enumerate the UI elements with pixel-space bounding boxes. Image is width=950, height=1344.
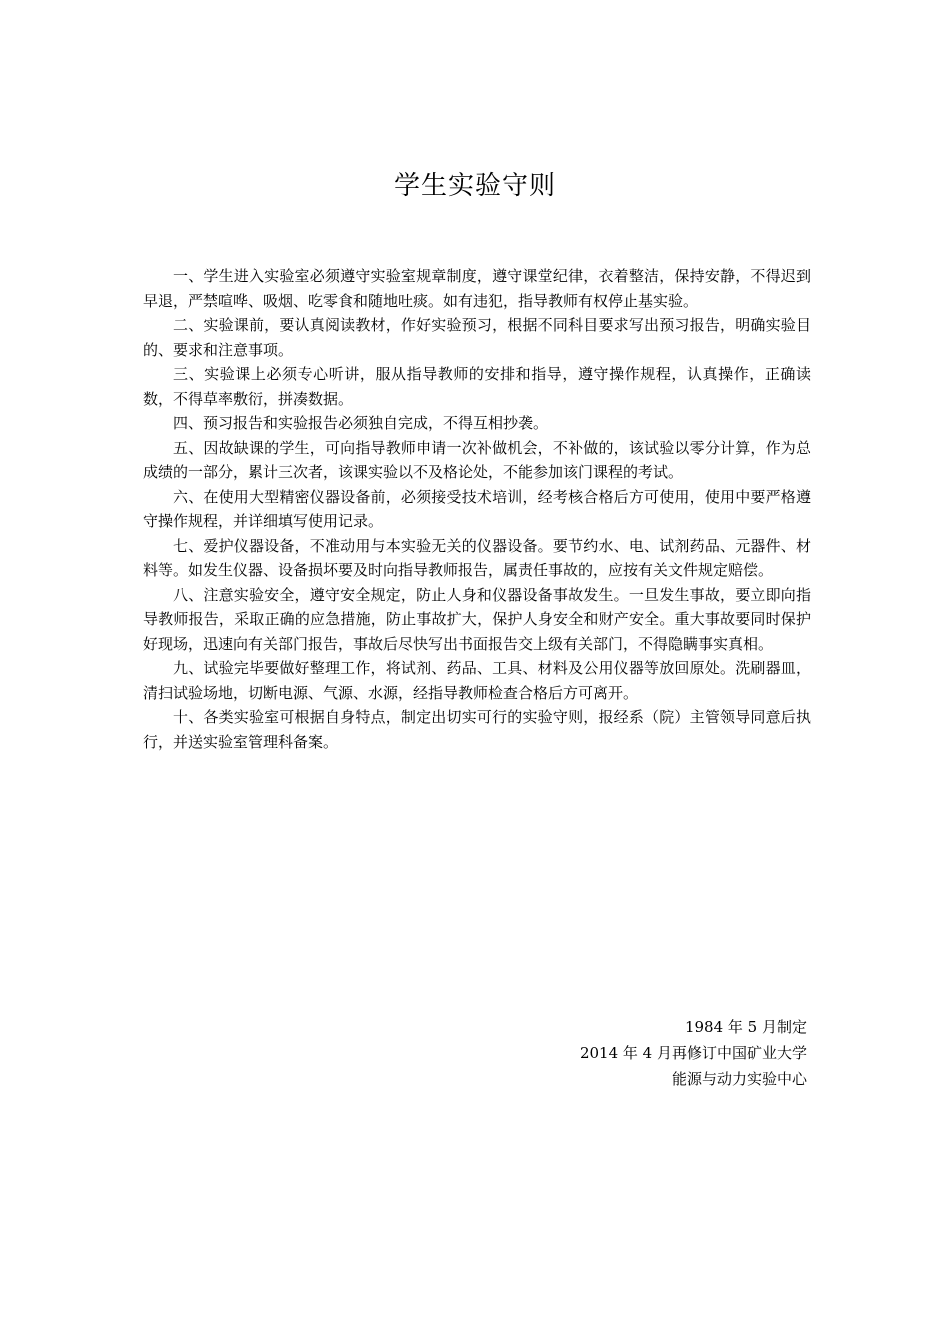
rule-10: 十、各类实验室可根据自身特点，制定出切实可行的实验守则，报经系（院）主管领导同意后执行，并送实验室管理科备案。: [143, 708, 811, 751]
signature-date-established: 1984 年 5 月制定: [684, 1018, 807, 1036]
rule-9: 九、试验完毕要做好整理工作，将试剂、药品、工具、材料及公用仪器等放回原处。洗刷器皿，清扫试验场地，切断电源、气源、水源，经指导教师检查合格后方可离开。: [143, 659, 811, 702]
page-title: 学生实验守则: [393, 171, 556, 201]
rule-5: 五、因故缺课的学生，可向指导教师申请一次补做机会，不补做的，该试验以零分计算，作为总成绩的一部分，累计三次者，该课实验以不及格论处，不能参加该门课程的考试。: [143, 438, 811, 481]
rule-6: 六、在使用大型精密仪器设备前，必须接受技术培训，经考核合格后方可使用，使用中要严格遵守操作规程，并详细填写使用记录。: [143, 487, 811, 530]
signature-block: [580, 1014, 807, 1092]
rule-1: 一、学生进入实验室必须遵守实验室规章制度，遵守课堂纪律，衣着整洁，保持安静，不得迟到早退，严禁喧哗、吸烟、吃零食和随地吐痰。如有违犯，指导教师有权停止基实验。: [143, 267, 811, 310]
signature-revision: 2014 年 4 月再修订中国矿业大学: [579, 1044, 807, 1062]
rule-4: 四、预习报告和实验报告必须独自完成，不得互相抄袭。: [173, 414, 549, 432]
rule-3: 三、实验课上必须专心听讲，服从指导教师的安排和指导，遵守操作规程，认真操作，正确读数，不得草率敷衍，拼凑数据。: [143, 365, 811, 408]
rule-7: 七、爱护仪器设备，不准动用与本实验无关的仪器设备。要节约水、电、试剂药品、元器件、材料等。如发生仪器、设备损坏要及时向指导教师报告，属责任事故的，应按有关文件规定赔偿。: [143, 536, 811, 579]
rule-8: 八、注意实验安全，遵守安全规定，防止人身和仪器设备事故发生。一旦发生事故，要立即向指导教师报告，采取正确的应急措施，防止事故扩大，保护人身安全和财产安全。重大事故要同时保护好现场，迅速向有关部门报告，事故后尽快写出书面报告交上级有关部门，不得隐瞒事实真相。: [143, 585, 811, 653]
rule-2: 二、实验课前，要认真阅读教材，作好实验预习，根据不同科目要求写出预习报告，明确实验目的、要求和注意事项。: [143, 316, 811, 359]
signature-organization: 能源与动力实验中心: [671, 1070, 807, 1088]
rules-body: [143, 264, 811, 754]
